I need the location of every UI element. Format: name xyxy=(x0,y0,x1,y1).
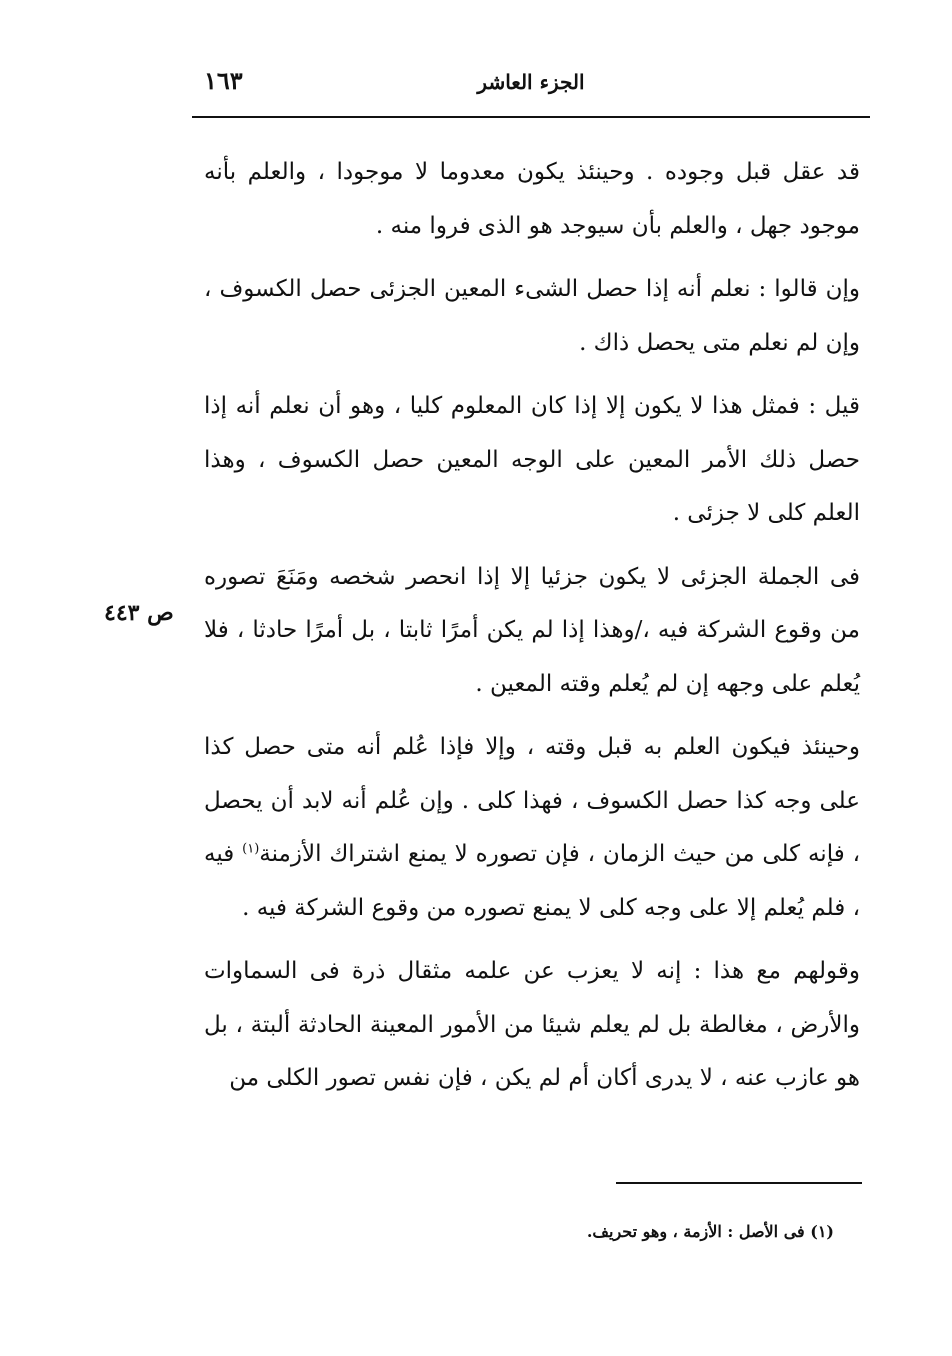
paragraph: قيل : فمثل هذا لا يكون إلا إذا كان المعلوم كليا ، وهو أن نعلم أنه إذا حصل ذلك الأمر المعين على الوجه المعين حصل الكسوف ، وهذا العلم كلى لا جزئى . xyxy=(204,393,860,526)
paragraph: وإن قالوا : نعلم أنه إذا حصل الشىء المعين الجزئى حصل الكسوف ، وإن لم نعلم متى يحصل ذاك . xyxy=(204,276,860,356)
header-rule xyxy=(192,116,870,118)
page-header xyxy=(192,62,870,102)
margin-page-reference: ص ٤٤٣ xyxy=(104,600,174,626)
paragraph-text: وحينئذ فيكون العلم به قبل وقته ، وإلا فإذا عُلم أنه متى حصل كذا على وجه كذا حصل الكسوف ، فهذا كلى . وإن عُلم أنه لابد أن يحصل ، فإنه كلى من حيث الزمان ، فإن تصوره لا يمنع اشتراك الأزمنة xyxy=(204,734,861,867)
footnote-reference: (١) xyxy=(242,841,260,857)
paragraph: فى الجملة الجزئى لا يكون جزئيا إلا إذا انحصر شخصه ومَنَعَ تصوره من وقوع الشركة فيه ،/وهذا إذا لم يكن أمرًا ثابتا ، بل أمرًا حادثا ، فلا يُعلم على وجهه إن لم يُعلم وقته المعين . xyxy=(204,563,860,697)
paragraph-text: فيه ، فلم يُعلم إلا على وجه كلى لا يمنع تصوره من وقوع الشركة فيه . xyxy=(204,841,860,921)
footnote-rule xyxy=(616,1182,862,1184)
paragraph: وقولهم مع هذا : إنه لا يعزب عن علمه مثقال ذرة فى السماوات والأرض ، مغالطة بل لم يعلم شيئا من الأمور المعينة الحادثة ألبتة ، بل هو عازب عنه ، لا يدرى أكان أم لم يكن ، فإن نفس تصور الكلى من xyxy=(204,958,860,1091)
footnote: (١) فى الأصل : الأزمة ، وهو تحريف. xyxy=(586,1222,834,1241)
paragraph: قد عقل قبل وجوده . وحينئذ يكون معدوما لا موجودا ، والعلم بأنه موجود جهل ، والعلم بأن سيوجد هو الذى فروا منه . xyxy=(204,159,860,239)
paragraph xyxy=(204,721,860,935)
running-title: الجزء العاشر xyxy=(477,70,585,94)
body-text xyxy=(204,146,860,1116)
page-number: ١٦٣ xyxy=(204,66,243,95)
